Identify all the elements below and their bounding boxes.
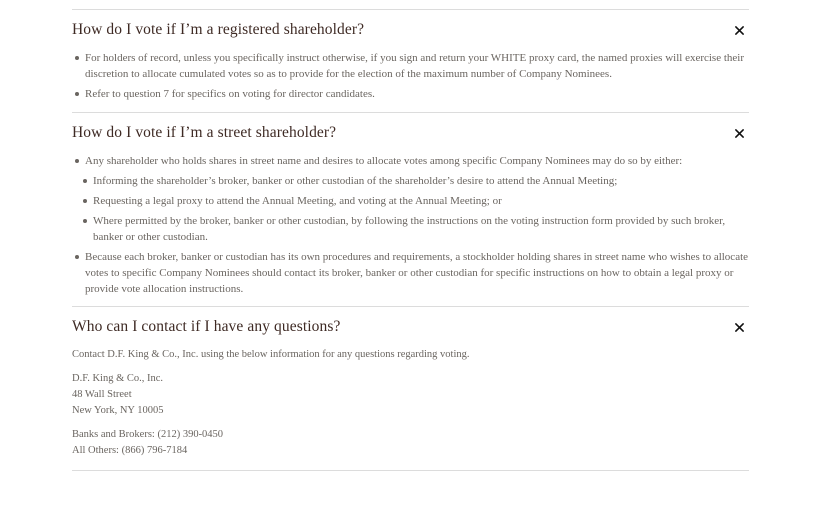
address-line: D.F. King & Co., Inc. bbox=[72, 373, 164, 384]
sub-list-item: Informing the shareholder’s broker, banker or other custodian of the shareholder’s desire to attend the Annual Meeting; bbox=[72, 173, 749, 189]
list-item: Because each broker, banker or custodian has its own procedures and requirements, a stockholder holding shares in street name who wishes to allocate votes to specific Company Nominees should contact its broker, banker or other custodian for specific instructions on how to obtain a legal proxy or provide vote allocation instructions. bbox=[72, 249, 749, 297]
sub-list-item: Where permitted by the broker, banker or other custodian, by following the instructions on the voting instruction form provided by such broker, banker or other custodian. bbox=[72, 213, 749, 245]
faq-item-contact bbox=[72, 306, 749, 471]
list-item: Any shareholder who holds shares in street name and desires to allocate votes among specific Company Nominees may do so by either: bbox=[72, 153, 749, 169]
faq-title: Who can I contact if I have any questions? bbox=[72, 318, 341, 335]
faq-answer bbox=[72, 153, 749, 306]
faq-header-street-shareholder[interactable] bbox=[72, 113, 749, 153]
close-icon[interactable] bbox=[731, 319, 747, 335]
contact-address bbox=[72, 371, 749, 419]
bullet-list bbox=[72, 249, 749, 297]
sub-bullet-list bbox=[72, 173, 749, 245]
faq-title: How do I vote if I’m a registered shareholder? bbox=[72, 21, 365, 38]
faq-header-contact[interactable] bbox=[72, 307, 749, 347]
faq-accordion bbox=[72, 9, 749, 471]
faq-answer bbox=[72, 347, 749, 470]
sub-list-item: Requesting a legal proxy to attend the Annual Meeting, and voting at the Annual Meeting; or bbox=[72, 193, 749, 209]
faq-title: How do I vote if I’m a street shareholder? bbox=[72, 124, 337, 141]
faq-answer bbox=[72, 50, 749, 112]
list-item: Refer to question 7 for specifics on voting for director candidates. bbox=[72, 86, 749, 102]
contact-phones bbox=[72, 427, 749, 459]
close-icon[interactable] bbox=[731, 22, 747, 38]
faq-item-registered-shareholder bbox=[72, 9, 749, 112]
bullet-list bbox=[72, 50, 749, 102]
address-line: 48 Wall Street bbox=[72, 389, 132, 400]
list-item: For holders of record, unless you specifically instruct otherwise, if you sign and return your WHITE proxy card, the named proxies will exercise their discretion to allocate cumulated votes so as to provide for the election of the maximum number of Company Nominees. bbox=[72, 50, 749, 82]
faq-item-street-shareholder bbox=[72, 112, 749, 306]
bullet-list bbox=[72, 153, 749, 169]
close-icon[interactable] bbox=[731, 125, 747, 141]
faq-header-registered-shareholder[interactable] bbox=[72, 10, 749, 50]
phone-line: Banks and Brokers: (212) 390-0450 bbox=[72, 429, 224, 440]
contact-intro: Contact D.F. King & Co., Inc. using the below information for any questions regarding voting. bbox=[72, 349, 470, 360]
address-line: New York, NY 10005 bbox=[72, 405, 164, 416]
phone-line: All Others: (866) 796-7184 bbox=[72, 445, 188, 456]
